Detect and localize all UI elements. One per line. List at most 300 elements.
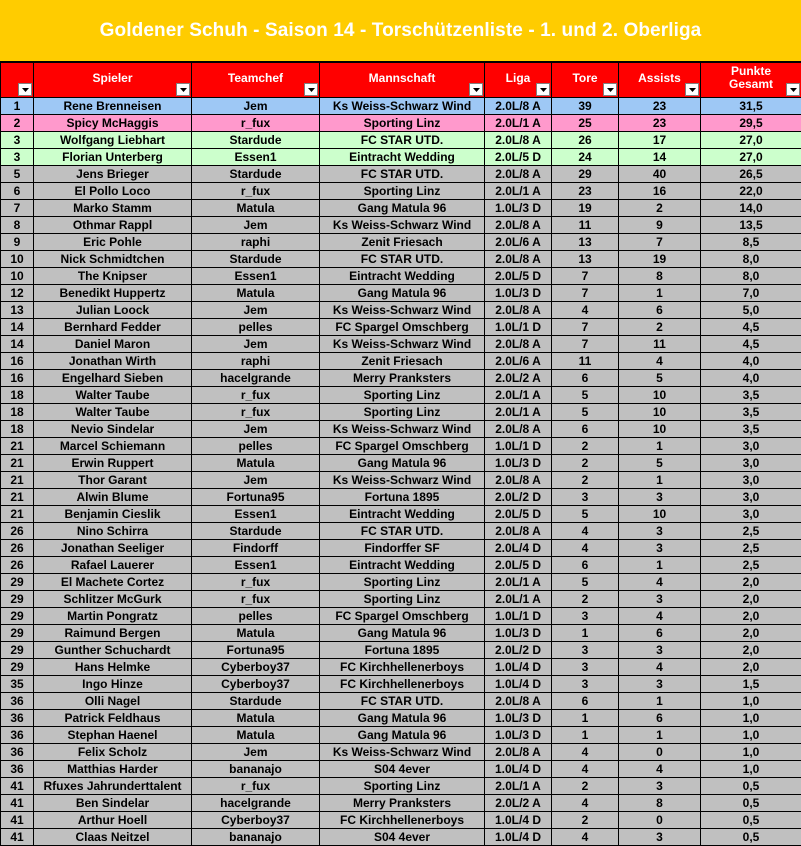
- cell-punkte[interactable]: 2,5: [701, 557, 801, 574]
- cell-tore[interactable]: 11: [552, 217, 619, 234]
- cell-teamchef[interactable]: hacelgrande: [192, 370, 320, 387]
- cell-mannschaft[interactable]: Sporting Linz: [320, 404, 485, 421]
- cell-liga[interactable]: 2.0L/8 A: [485, 251, 552, 268]
- cell-rank[interactable]: 13: [1, 302, 34, 319]
- table-row[interactable]: [1, 132, 801, 149]
- cell-teamchef[interactable]: pelles: [192, 608, 320, 625]
- cell-tore[interactable]: 3: [552, 489, 619, 506]
- cell-rank[interactable]: 14: [1, 319, 34, 336]
- cell-punkte[interactable]: 0,5: [701, 795, 801, 812]
- cell-spieler[interactable]: Daniel Maron: [34, 336, 192, 353]
- cell-rank[interactable]: 29: [1, 574, 34, 591]
- cell-assists[interactable]: 8: [619, 268, 701, 285]
- cell-tore[interactable]: 5: [552, 506, 619, 523]
- cell-assists[interactable]: 4: [619, 659, 701, 676]
- cell-tore[interactable]: 5: [552, 387, 619, 404]
- cell-rank[interactable]: 3: [1, 149, 34, 166]
- cell-mannschaft[interactable]: Sporting Linz: [320, 591, 485, 608]
- cell-spieler[interactable]: Marcel Schiemann: [34, 438, 192, 455]
- cell-rank[interactable]: 36: [1, 710, 34, 727]
- cell-assists[interactable]: 1: [619, 285, 701, 302]
- cell-assists[interactable]: 23: [619, 115, 701, 132]
- table-row[interactable]: [1, 523, 801, 540]
- cell-punkte[interactable]: 7,0: [701, 285, 801, 302]
- cell-mannschaft[interactable]: Sporting Linz: [320, 115, 485, 132]
- cell-tore[interactable]: 2: [552, 778, 619, 795]
- cell-punkte[interactable]: 2,0: [701, 625, 801, 642]
- cell-punkte[interactable]: 1,0: [701, 744, 801, 761]
- cell-spieler[interactable]: Felix Scholz: [34, 744, 192, 761]
- cell-assists[interactable]: 10: [619, 387, 701, 404]
- cell-spieler[interactable]: Martin Pongratz: [34, 608, 192, 625]
- cell-rank[interactable]: 18: [1, 421, 34, 438]
- cell-spieler[interactable]: Schlitzer McGurk: [34, 591, 192, 608]
- table-row[interactable]: [1, 421, 801, 438]
- cell-assists[interactable]: 1: [619, 693, 701, 710]
- cell-tore[interactable]: 2: [552, 455, 619, 472]
- table-row[interactable]: [1, 149, 801, 166]
- cell-spieler[interactable]: Engelhard Sieben: [34, 370, 192, 387]
- cell-punkte[interactable]: 3,0: [701, 438, 801, 455]
- cell-tore[interactable]: 3: [552, 608, 619, 625]
- cell-spieler[interactable]: Benedikt Huppertz: [34, 285, 192, 302]
- cell-assists[interactable]: 23: [619, 98, 701, 115]
- cell-teamchef[interactable]: r_fux: [192, 404, 320, 421]
- cell-spieler[interactable]: Stephan Haenel: [34, 727, 192, 744]
- table-row[interactable]: [1, 727, 801, 744]
- cell-spieler[interactable]: Ingo Hinze: [34, 676, 192, 693]
- cell-teamchef[interactable]: Fortuna95: [192, 642, 320, 659]
- cell-mannschaft[interactable]: Ks Weiss-Schwarz Wind: [320, 98, 485, 115]
- cell-teamchef[interactable]: Stardude: [192, 251, 320, 268]
- cell-liga[interactable]: 2.0L/2 A: [485, 370, 552, 387]
- table-row[interactable]: [1, 115, 801, 132]
- cell-liga[interactable]: 1.0L/3 D: [485, 455, 552, 472]
- cell-assists[interactable]: 6: [619, 302, 701, 319]
- cell-teamchef[interactable]: Matula: [192, 455, 320, 472]
- table-row[interactable]: [1, 659, 801, 676]
- cell-punkte[interactable]: 2,0: [701, 574, 801, 591]
- cell-assists[interactable]: 4: [619, 761, 701, 778]
- cell-teamchef[interactable]: Stardude: [192, 132, 320, 149]
- table-row[interactable]: [1, 540, 801, 557]
- table-row[interactable]: [1, 693, 801, 710]
- cell-punkte[interactable]: 2,0: [701, 591, 801, 608]
- cell-teamchef[interactable]: Jem: [192, 98, 320, 115]
- cell-tore[interactable]: 6: [552, 370, 619, 387]
- table-row[interactable]: [1, 98, 801, 115]
- table-row[interactable]: [1, 438, 801, 455]
- cell-assists[interactable]: 1: [619, 727, 701, 744]
- cell-mannschaft[interactable]: Eintracht Wedding: [320, 557, 485, 574]
- cell-tore[interactable]: 2: [552, 591, 619, 608]
- cell-punkte[interactable]: 3,0: [701, 489, 801, 506]
- cell-spieler[interactable]: Rene Brenneisen: [34, 98, 192, 115]
- cell-teamchef[interactable]: raphi: [192, 353, 320, 370]
- cell-liga[interactable]: 2.0L/1 A: [485, 404, 552, 421]
- cell-rank[interactable]: 21: [1, 472, 34, 489]
- cell-liga[interactable]: 2.0L/5 D: [485, 268, 552, 285]
- cell-rank[interactable]: 14: [1, 336, 34, 353]
- cell-spieler[interactable]: Nevio Sindelar: [34, 421, 192, 438]
- cell-mannschaft[interactable]: S04 4ever: [320, 761, 485, 778]
- cell-punkte[interactable]: 0,5: [701, 812, 801, 829]
- cell-mannschaft[interactable]: Ks Weiss-Schwarz Wind: [320, 744, 485, 761]
- cell-punkte[interactable]: 8,0: [701, 251, 801, 268]
- table-row[interactable]: [1, 557, 801, 574]
- cell-teamchef[interactable]: Matula: [192, 710, 320, 727]
- cell-punkte[interactable]: 3,5: [701, 421, 801, 438]
- cell-punkte[interactable]: 2,5: [701, 523, 801, 540]
- cell-liga[interactable]: 1.0L/4 D: [485, 812, 552, 829]
- cell-tore[interactable]: 6: [552, 557, 619, 574]
- cell-teamchef[interactable]: Jem: [192, 217, 320, 234]
- cell-tore[interactable]: 1: [552, 625, 619, 642]
- cell-liga[interactable]: 2.0L/8 A: [485, 336, 552, 353]
- cell-rank[interactable]: 2: [1, 115, 34, 132]
- cell-assists[interactable]: 8: [619, 795, 701, 812]
- table-row[interactable]: [1, 234, 801, 251]
- table-row[interactable]: [1, 829, 801, 846]
- cell-teamchef[interactable]: raphi: [192, 234, 320, 251]
- table-row[interactable]: [1, 166, 801, 183]
- cell-spieler[interactable]: Jens Brieger: [34, 166, 192, 183]
- cell-teamchef[interactable]: Matula: [192, 285, 320, 302]
- cell-spieler[interactable]: Gunther Schuchardt: [34, 642, 192, 659]
- cell-tore[interactable]: 4: [552, 523, 619, 540]
- cell-rank[interactable]: 26: [1, 523, 34, 540]
- cell-assists[interactable]: 5: [619, 455, 701, 472]
- table-row[interactable]: [1, 744, 801, 761]
- cell-tore[interactable]: 4: [552, 795, 619, 812]
- cell-tore[interactable]: 7: [552, 319, 619, 336]
- cell-mannschaft[interactable]: Gang Matula 96: [320, 455, 485, 472]
- cell-liga[interactable]: 1.0L/1 D: [485, 319, 552, 336]
- cell-spieler[interactable]: Ben Sindelar: [34, 795, 192, 812]
- cell-liga[interactable]: 2.0L/8 A: [485, 166, 552, 183]
- cell-spieler[interactable]: Nick Schmidtchen: [34, 251, 192, 268]
- cell-mannschaft[interactable]: Gang Matula 96: [320, 285, 485, 302]
- cell-rank[interactable]: 29: [1, 591, 34, 608]
- cell-assists[interactable]: 6: [619, 625, 701, 642]
- table-row[interactable]: [1, 336, 801, 353]
- cell-assists[interactable]: 4: [619, 608, 701, 625]
- cell-tore[interactable]: 25: [552, 115, 619, 132]
- cell-rank[interactable]: 29: [1, 642, 34, 659]
- cell-liga[interactable]: 2.0L/8 A: [485, 693, 552, 710]
- cell-tore[interactable]: 4: [552, 744, 619, 761]
- cell-tore[interactable]: 5: [552, 404, 619, 421]
- cell-assists[interactable]: 3: [619, 829, 701, 846]
- cell-punkte[interactable]: 1,5: [701, 676, 801, 693]
- filter-dropdown-liga[interactable]: [536, 83, 550, 96]
- cell-liga[interactable]: 1.0L/3 D: [485, 285, 552, 302]
- cell-liga[interactable]: 2.0L/1 A: [485, 115, 552, 132]
- cell-mannschaft[interactable]: FC STAR UTD.: [320, 166, 485, 183]
- cell-spieler[interactable]: Rfuxes Jahrunderttalent: [34, 778, 192, 795]
- cell-rank[interactable]: 21: [1, 438, 34, 455]
- cell-liga[interactable]: 2.0L/1 A: [485, 778, 552, 795]
- cell-liga[interactable]: 1.0L/3 D: [485, 625, 552, 642]
- cell-punkte[interactable]: 27,0: [701, 132, 801, 149]
- cell-assists[interactable]: 0: [619, 744, 701, 761]
- cell-rank[interactable]: 1: [1, 98, 34, 115]
- table-row[interactable]: [1, 302, 801, 319]
- cell-mannschaft[interactable]: Zenit Friesach: [320, 234, 485, 251]
- cell-liga[interactable]: 1.0L/4 D: [485, 761, 552, 778]
- table-row[interactable]: [1, 285, 801, 302]
- cell-rank[interactable]: 8: [1, 217, 34, 234]
- cell-punkte[interactable]: 2,5: [701, 540, 801, 557]
- cell-assists[interactable]: 3: [619, 540, 701, 557]
- cell-punkte[interactable]: 2,0: [701, 642, 801, 659]
- cell-punkte[interactable]: 1,0: [701, 693, 801, 710]
- table-row[interactable]: [1, 404, 801, 421]
- cell-punkte[interactable]: 4,5: [701, 319, 801, 336]
- cell-mannschaft[interactable]: S04 4ever: [320, 829, 485, 846]
- cell-tore[interactable]: 24: [552, 149, 619, 166]
- cell-tore[interactable]: 4: [552, 829, 619, 846]
- table-row[interactable]: [1, 387, 801, 404]
- cell-tore[interactable]: 4: [552, 302, 619, 319]
- cell-liga[interactable]: 1.0L/4 D: [485, 659, 552, 676]
- cell-rank[interactable]: 16: [1, 370, 34, 387]
- cell-tore[interactable]: 5: [552, 574, 619, 591]
- cell-tore[interactable]: 6: [552, 421, 619, 438]
- cell-liga[interactable]: 2.0L/8 A: [485, 302, 552, 319]
- cell-mannschaft[interactable]: FC Spargel Omschberg: [320, 608, 485, 625]
- cell-liga[interactable]: 2.0L/6 A: [485, 234, 552, 251]
- cell-assists[interactable]: 17: [619, 132, 701, 149]
- cell-rank[interactable]: 29: [1, 659, 34, 676]
- table-row[interactable]: [1, 642, 801, 659]
- cell-assists[interactable]: 14: [619, 149, 701, 166]
- cell-rank[interactable]: 18: [1, 387, 34, 404]
- filter-dropdown-mannschaft[interactable]: [469, 83, 483, 96]
- cell-rank[interactable]: 21: [1, 506, 34, 523]
- cell-liga[interactable]: 2.0L/6 A: [485, 353, 552, 370]
- cell-liga[interactable]: 2.0L/4 D: [485, 540, 552, 557]
- cell-tore[interactable]: 7: [552, 336, 619, 353]
- cell-mannschaft[interactable]: FC Kirchhellenerboys: [320, 676, 485, 693]
- cell-liga[interactable]: 2.0L/2 A: [485, 795, 552, 812]
- cell-mannschaft[interactable]: FC Kirchhellenerboys: [320, 812, 485, 829]
- cell-punkte[interactable]: 29,5: [701, 115, 801, 132]
- filter-dropdown-spieler[interactable]: [176, 83, 190, 96]
- cell-teamchef[interactable]: Jem: [192, 421, 320, 438]
- cell-teamchef[interactable]: r_fux: [192, 115, 320, 132]
- table-row[interactable]: [1, 268, 801, 285]
- table-row[interactable]: [1, 608, 801, 625]
- cell-liga[interactable]: 2.0L/8 A: [485, 132, 552, 149]
- cell-assists[interactable]: 4: [619, 574, 701, 591]
- cell-teamchef[interactable]: Stardude: [192, 693, 320, 710]
- cell-teamchef[interactable]: r_fux: [192, 387, 320, 404]
- cell-liga[interactable]: 2.0L/5 D: [485, 557, 552, 574]
- cell-tore[interactable]: 19: [552, 200, 619, 217]
- cell-rank[interactable]: 3: [1, 132, 34, 149]
- cell-teamchef[interactable]: Fortuna95: [192, 489, 320, 506]
- cell-rank[interactable]: 21: [1, 489, 34, 506]
- cell-mannschaft[interactable]: Ks Weiss-Schwarz Wind: [320, 217, 485, 234]
- cell-spieler[interactable]: El Pollo Loco: [34, 183, 192, 200]
- cell-punkte[interactable]: 5,0: [701, 302, 801, 319]
- cell-rank[interactable]: 9: [1, 234, 34, 251]
- cell-mannschaft[interactable]: Sporting Linz: [320, 574, 485, 591]
- cell-tore[interactable]: 2: [552, 438, 619, 455]
- cell-spieler[interactable]: Bernhard Fedder: [34, 319, 192, 336]
- cell-tore[interactable]: 3: [552, 676, 619, 693]
- cell-tore[interactable]: 7: [552, 285, 619, 302]
- cell-spieler[interactable]: Eric Pohle: [34, 234, 192, 251]
- cell-assists[interactable]: 19: [619, 251, 701, 268]
- cell-tore[interactable]: 39: [552, 98, 619, 115]
- cell-liga[interactable]: 2.0L/1 A: [485, 387, 552, 404]
- cell-mannschaft[interactable]: Eintracht Wedding: [320, 506, 485, 523]
- cell-punkte[interactable]: 4,5: [701, 336, 801, 353]
- table-row[interactable]: [1, 812, 801, 829]
- cell-spieler[interactable]: Hans Helmke: [34, 659, 192, 676]
- cell-teamchef[interactable]: bananajo: [192, 761, 320, 778]
- cell-punkte[interactable]: 3,0: [701, 455, 801, 472]
- cell-teamchef[interactable]: Stardude: [192, 523, 320, 540]
- cell-punkte[interactable]: 2,0: [701, 659, 801, 676]
- table-row[interactable]: [1, 591, 801, 608]
- cell-assists[interactable]: 16: [619, 183, 701, 200]
- cell-mannschaft[interactable]: FC Spargel Omschberg: [320, 438, 485, 455]
- cell-mannschaft[interactable]: Gang Matula 96: [320, 625, 485, 642]
- table-row[interactable]: [1, 795, 801, 812]
- filter-dropdown-teamchef[interactable]: [304, 83, 318, 96]
- cell-rank[interactable]: 12: [1, 285, 34, 302]
- cell-teamchef[interactable]: hacelgrande: [192, 795, 320, 812]
- cell-teamchef[interactable]: pelles: [192, 319, 320, 336]
- cell-teamchef[interactable]: Cyberboy37: [192, 812, 320, 829]
- table-row[interactable]: [1, 676, 801, 693]
- cell-tore[interactable]: 26: [552, 132, 619, 149]
- table-row[interactable]: [1, 370, 801, 387]
- cell-punkte[interactable]: 2,0: [701, 608, 801, 625]
- cell-tore[interactable]: 3: [552, 659, 619, 676]
- cell-assists[interactable]: 10: [619, 506, 701, 523]
- cell-teamchef[interactable]: r_fux: [192, 778, 320, 795]
- cell-teamchef[interactable]: r_fux: [192, 183, 320, 200]
- cell-liga[interactable]: 2.0L/8 A: [485, 217, 552, 234]
- cell-assists[interactable]: 1: [619, 472, 701, 489]
- cell-mannschaft[interactable]: Ks Weiss-Schwarz Wind: [320, 421, 485, 438]
- cell-spieler[interactable]: Claas Neitzel: [34, 829, 192, 846]
- cell-spieler[interactable]: Matthias Harder: [34, 761, 192, 778]
- cell-mannschaft[interactable]: FC STAR UTD.: [320, 251, 485, 268]
- cell-liga[interactable]: 2.0L/8 A: [485, 744, 552, 761]
- cell-liga[interactable]: 2.0L/5 D: [485, 149, 552, 166]
- cell-spieler[interactable]: Rafael Lauerer: [34, 557, 192, 574]
- cell-rank[interactable]: 35: [1, 676, 34, 693]
- table-row[interactable]: [1, 506, 801, 523]
- table-row[interactable]: [1, 200, 801, 217]
- cell-punkte[interactable]: 4,0: [701, 370, 801, 387]
- cell-mannschaft[interactable]: Ks Weiss-Schwarz Wind: [320, 472, 485, 489]
- cell-assists[interactable]: 5: [619, 370, 701, 387]
- cell-tore[interactable]: 29: [552, 166, 619, 183]
- cell-rank[interactable]: 10: [1, 268, 34, 285]
- cell-rank[interactable]: 41: [1, 829, 34, 846]
- cell-assists[interactable]: 3: [619, 489, 701, 506]
- cell-spieler[interactable]: Spicy McHaggis: [34, 115, 192, 132]
- cell-assists[interactable]: 3: [619, 778, 701, 795]
- cell-mannschaft[interactable]: Fortuna 1895: [320, 642, 485, 659]
- cell-assists[interactable]: 9: [619, 217, 701, 234]
- cell-teamchef[interactable]: Matula: [192, 625, 320, 642]
- cell-tore[interactable]: 1: [552, 710, 619, 727]
- cell-liga[interactable]: 2.0L/1 A: [485, 591, 552, 608]
- cell-spieler[interactable]: El Machete Cortez: [34, 574, 192, 591]
- cell-assists[interactable]: 1: [619, 557, 701, 574]
- cell-mannschaft[interactable]: FC STAR UTD.: [320, 523, 485, 540]
- cell-mannschaft[interactable]: Merry Pranksters: [320, 370, 485, 387]
- cell-spieler[interactable]: Alwin Blume: [34, 489, 192, 506]
- cell-spieler[interactable]: Florian Unterberg: [34, 149, 192, 166]
- cell-liga[interactable]: 2.0L/8 A: [485, 98, 552, 115]
- table-row[interactable]: [1, 472, 801, 489]
- cell-punkte[interactable]: 3,0: [701, 472, 801, 489]
- table-row[interactable]: [1, 217, 801, 234]
- cell-mannschaft[interactable]: Fortuna 1895: [320, 489, 485, 506]
- cell-teamchef[interactable]: Stardude: [192, 166, 320, 183]
- cell-assists[interactable]: 10: [619, 404, 701, 421]
- cell-mannschaft[interactable]: Sporting Linz: [320, 387, 485, 404]
- cell-mannschaft[interactable]: FC STAR UTD.: [320, 693, 485, 710]
- cell-liga[interactable]: 2.0L/8 A: [485, 421, 552, 438]
- cell-rank[interactable]: 7: [1, 200, 34, 217]
- cell-rank[interactable]: 5: [1, 166, 34, 183]
- cell-punkte[interactable]: 31,5: [701, 98, 801, 115]
- cell-rank[interactable]: 6: [1, 183, 34, 200]
- table-row[interactable]: [1, 574, 801, 591]
- cell-teamchef[interactable]: pelles: [192, 438, 320, 455]
- cell-teamchef[interactable]: bananajo: [192, 829, 320, 846]
- cell-teamchef[interactable]: Cyberboy37: [192, 659, 320, 676]
- cell-mannschaft[interactable]: FC Kirchhellenerboys: [320, 659, 485, 676]
- cell-spieler[interactable]: Olli Nagel: [34, 693, 192, 710]
- cell-tore[interactable]: 1: [552, 727, 619, 744]
- cell-tore[interactable]: 3: [552, 642, 619, 659]
- cell-tore[interactable]: 13: [552, 234, 619, 251]
- cell-punkte[interactable]: 3,5: [701, 404, 801, 421]
- cell-punkte[interactable]: 1,0: [701, 727, 801, 744]
- cell-spieler[interactable]: Wolfgang Liebhart: [34, 132, 192, 149]
- cell-mannschaft[interactable]: Eintracht Wedding: [320, 149, 485, 166]
- cell-rank[interactable]: 41: [1, 778, 34, 795]
- cell-rank[interactable]: 10: [1, 251, 34, 268]
- cell-liga[interactable]: 1.0L/3 D: [485, 200, 552, 217]
- cell-liga[interactable]: 2.0L/1 A: [485, 183, 552, 200]
- cell-spieler[interactable]: Erwin Ruppert: [34, 455, 192, 472]
- cell-mannschaft[interactable]: FC Spargel Omschberg: [320, 319, 485, 336]
- cell-liga[interactable]: 2.0L/2 D: [485, 489, 552, 506]
- cell-liga[interactable]: 1.0L/3 D: [485, 710, 552, 727]
- cell-teamchef[interactable]: Findorff: [192, 540, 320, 557]
- cell-teamchef[interactable]: Matula: [192, 727, 320, 744]
- cell-mannschaft[interactable]: Eintracht Wedding: [320, 268, 485, 285]
- cell-spieler[interactable]: Othmar Rappl: [34, 217, 192, 234]
- cell-rank[interactable]: 16: [1, 353, 34, 370]
- cell-spieler[interactable]: The Knipser: [34, 268, 192, 285]
- cell-punkte[interactable]: 3,5: [701, 387, 801, 404]
- cell-mannschaft[interactable]: Gang Matula 96: [320, 727, 485, 744]
- cell-punkte[interactable]: 3,0: [701, 506, 801, 523]
- cell-teamchef[interactable]: r_fux: [192, 591, 320, 608]
